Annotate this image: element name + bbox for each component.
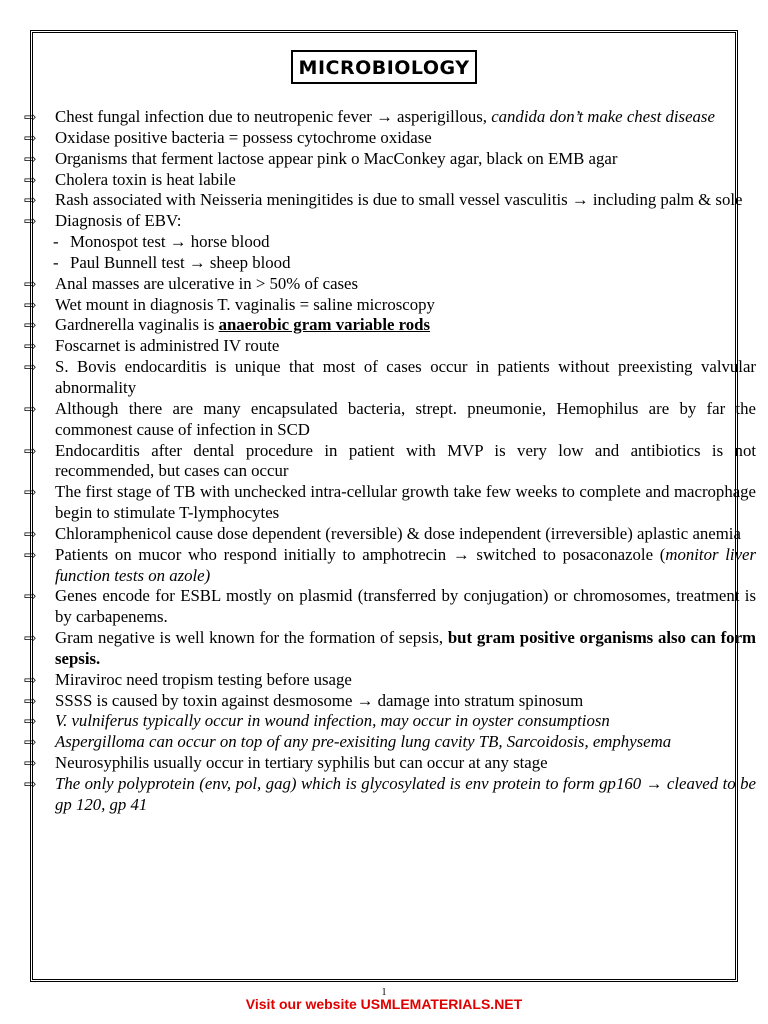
list-item — [24, 336, 756, 357]
item-text: Patients on mucor who respond initially to amphotrecin → switched to posaconazole ( — [55, 544, 666, 564]
item-text: S. Bovis endocarditis is unique that most of cases occur in patients without preexisting valvular abnormality — [55, 357, 756, 397]
arrow-bullet-icon: ⇨ — [24, 316, 37, 335]
list-item — [24, 295, 756, 316]
list-item — [24, 315, 756, 336]
list-item — [24, 170, 756, 191]
list-item — [24, 482, 756, 524]
item-text: V. vulniferus typically occur in wound infection, may occur in oyster consumptiosn — [55, 711, 610, 731]
arrow-bullet-icon: ⇨ — [24, 483, 37, 502]
item-text: Oxidase positive bacteria = possess cytochrome oxidase — [55, 127, 432, 147]
item-text: Rash associated with Neisseria meningitides is due to small vessel vasculitis → including palm & sole — [55, 190, 743, 210]
item-text: monitor liver function tests on azole) — [55, 544, 757, 585]
item-text: Foscarnet is administred IV route — [55, 336, 280, 356]
page-title: MICROBIOLOGY — [291, 50, 478, 84]
arrow-bullet-icon: ⇨ — [24, 337, 37, 356]
arrow-bullet-icon: ⇨ — [24, 191, 37, 210]
list-item — [24, 107, 756, 128]
arrow-bullet-icon: ⇨ — [24, 274, 37, 293]
arrow-bullet-icon: ⇨ — [24, 733, 37, 752]
arrow-bullet-icon: ⇨ — [24, 712, 37, 731]
item-text: Chloramphenicol cause dose dependent (reversible) & dose independent (irreversible) aplastic anemia — [55, 523, 741, 543]
arrow-bullet-icon: ⇨ — [24, 524, 37, 543]
arrow-bullet-icon: ⇨ — [24, 212, 37, 231]
arrow-bullet-icon: ⇨ — [24, 108, 37, 126]
list-item — [24, 524, 756, 545]
arrow-bullet-icon: ⇨ — [24, 128, 37, 147]
sub-item-text: Paul Bunnell test → sheep blood — [70, 252, 291, 272]
item-text: anaerobic gram variable rods — [218, 315, 431, 335]
item-text: but gram positive organisms also can form sepsis. — [55, 628, 756, 668]
item-text: Although there are many encapsulated bacteria, strept. pneumonie, Hemophilus are by far the commonest cause of infection in SCD — [55, 398, 756, 439]
arrow-bullet-icon: ⇨ — [24, 670, 37, 689]
item-text: Gram negative is well known for the formation of sepsis, — [55, 628, 448, 648]
sub-item — [24, 232, 756, 253]
arrow-bullet-icon: ⇨ — [24, 399, 37, 418]
list-item — [24, 399, 756, 441]
item-text: Organisms that ferment lactose appear pink o MacConkey agar, black on EMB agar — [55, 148, 618, 168]
website-footer-link[interactable]: Visit our website USMLEMATERIALS.NET — [245, 996, 523, 1012]
arrow-bullet-icon: ⇨ — [24, 295, 37, 314]
list-item — [24, 211, 756, 232]
list-item — [24, 670, 756, 691]
item-text: Gardnerella vaginalis is — [55, 315, 219, 335]
title-wrap — [0, 50, 768, 84]
item-text: The first stage of TB with unchecked intra-cellular growth take few weeks to complete and macrophage begin to stimulate T-lymphocytes — [55, 482, 756, 523]
arrow-bullet-icon: ⇨ — [24, 170, 37, 189]
item-text: Diagnosis of EBV: — [55, 211, 182, 231]
arrow-bullet-icon: ⇨ — [24, 691, 37, 710]
notes-list — [24, 107, 756, 816]
list-item — [24, 753, 756, 774]
arrow-bullet-icon: ⇨ — [24, 545, 37, 564]
dash-bullet: - — [53, 252, 59, 272]
item-text: candida don’t make chest disease — [491, 107, 715, 126]
sub-item — [24, 253, 756, 274]
list-item — [24, 441, 756, 483]
list-item — [24, 274, 756, 295]
item-text: SSSS is caused by toxin against desmosome → damage into stratum spinosum — [55, 690, 584, 710]
arrow-bullet-icon: ⇨ — [24, 775, 37, 793]
item-text: Wet mount in diagnosis T. vaginalis = saline microscopy — [55, 294, 435, 314]
sub-item-text: Monospot test → horse blood — [70, 232, 270, 252]
item-text: Chest fungal infection due to neutropenic fever → asperigillous, — [55, 107, 492, 126]
list-item — [24, 586, 756, 628]
item-text: Cholera toxin is heat labile — [55, 169, 236, 189]
list-item — [24, 149, 756, 170]
arrow-bullet-icon: ⇨ — [24, 441, 37, 460]
list-item — [24, 128, 756, 149]
list-item — [24, 357, 756, 399]
arrow-bullet-icon: ⇨ — [24, 629, 37, 648]
arrow-bullet-icon: ⇨ — [24, 754, 37, 773]
list-item — [24, 711, 756, 732]
item-text: The only polyprotein (env, pol, gag) which is glycosylated is env protein to form gp160 → cleaved to be gp 120, gp 41 — [55, 774, 756, 814]
arrow-bullet-icon: ⇨ — [24, 358, 37, 377]
arrow-bullet-icon: ⇨ — [24, 587, 37, 606]
item-text: Neurosyphilis usually occur in tertiary syphilis but can occur at any stage — [55, 753, 548, 773]
page-number: 1 — [381, 987, 387, 998]
list-item — [24, 691, 756, 712]
item-text: Aspergilloma can occur on top of any pre-exisiting lung cavity TB, Sarcoidosis, emphysema — [55, 732, 672, 752]
item-text: Anal masses are ulcerative in > 50% of cases — [55, 273, 359, 293]
list-item — [24, 545, 756, 587]
list-item — [24, 190, 756, 211]
item-text: Endocarditis after dental procedure in patient with MVP is very low and antibiotics is not recommended, but cases can occur — [55, 440, 756, 481]
list-item — [24, 628, 756, 670]
arrow-bullet-icon: ⇨ — [24, 149, 37, 168]
item-text: Miraviroc need tropism testing before usage — [55, 669, 352, 689]
list-item — [24, 774, 756, 816]
item-text: Genes encode for ESBL mostly on plasmid (transferred by conjugation) or chromosomes, treatment is by carbapenems. — [55, 586, 756, 627]
list-item — [24, 732, 756, 753]
dash-bullet: - — [53, 232, 59, 252]
